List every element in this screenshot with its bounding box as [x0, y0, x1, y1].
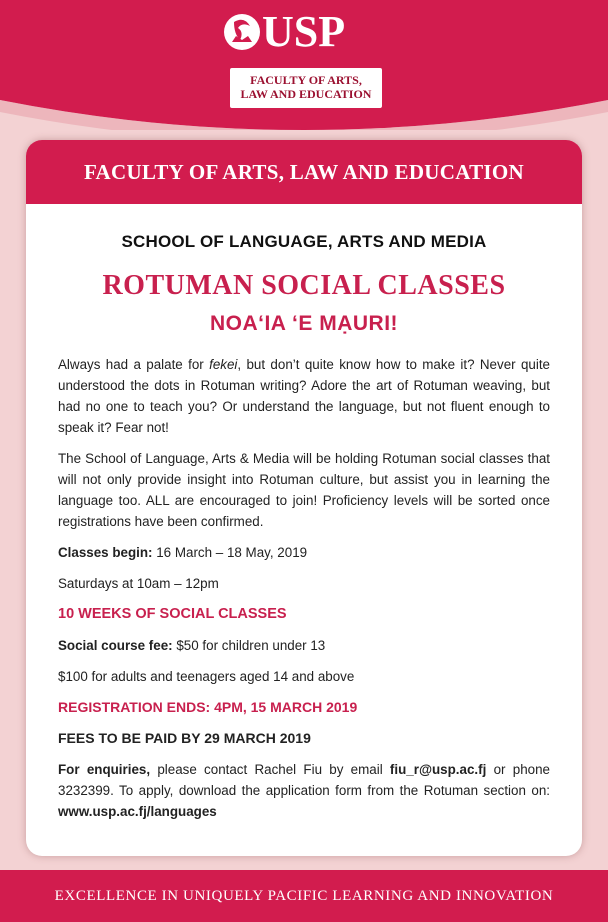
- intro-paragraph: [58, 354, 550, 438]
- logo-text: USP: [262, 7, 346, 56]
- content-card: [26, 140, 582, 856]
- enquiries-text-2: or phone 3232399. To apply, download the application form from the Rotuman section on:: [58, 762, 550, 798]
- logo-caption-line1: FACULTY OF ARTS,: [250, 73, 362, 87]
- contact-email-link[interactable]: fiu_r@usp.ac.fj: [389, 762, 487, 777]
- logo-caption-line2: LAW AND EDUCATION: [240, 87, 372, 101]
- page-subtitle: NOA‘IA ‘E MẠURI!: [209, 312, 399, 335]
- usp-emblem-icon: [222, 12, 262, 52]
- languages-url-link[interactable]: www.usp.ac.fj/languages: [58, 804, 217, 819]
- intro-italic: fekei: [209, 357, 238, 372]
- schedule: Saturdays at 10am – 12pm: [58, 576, 219, 591]
- classes-begin: [58, 542, 550, 563]
- course-fee: [58, 635, 550, 656]
- intro-text-rest: , but don’t quite know how to make it? Never quite understood the dots in Rotuman writing? Adore the art of Rotuman weaving, but had no one to teach you? Or understand the language, but not fluent enough to speak it? Fear not!: [58, 357, 550, 435]
- footer-banner: EXCELLENCE IN UNIQUELY PACIFIC LEARNING AND INNOVATION: [0, 870, 608, 922]
- description-paragraph: The School of Language, Arts & Media will be holding Rotuman social classes that will not only provide insight into Rotuman culture, but assist you in learning the language too. ALL are encouraged to join! Proficiency levels will be sorted once registrations have been confirmed.: [58, 451, 550, 529]
- card-heading: FACULTY OF ARTS, LAW AND EDUCATION: [26, 140, 582, 204]
- enquiries-label: For enquiries,: [58, 762, 151, 777]
- page-title: ROTUMAN SOCIAL CLASSES: [102, 270, 506, 301]
- body-text: [58, 354, 550, 832]
- classes-dates: 16 March – 18 May, 2019: [152, 545, 308, 560]
- registration-deadline: REGISTRATION ENDS: 4PM, 15 MARCH 2019: [58, 699, 358, 715]
- fee-children: $50 for children under 13: [172, 638, 326, 653]
- classes-label: Classes begin:: [58, 545, 153, 560]
- weeks-heading: 10 WEEKS OF SOCIAL CLASSES: [58, 606, 287, 622]
- school-name: SCHOOL OF LANGUAGE, ARTS AND MEDIA: [121, 232, 487, 251]
- logo-caption: [230, 68, 382, 108]
- header-banner: [0, 0, 608, 130]
- fee-label: Social course fee:: [58, 638, 173, 653]
- intro-text: Always had a palate for: [58, 357, 210, 372]
- enquiries-text: please contact Rachel Fiu by email: [150, 762, 390, 777]
- usp-logo: [222, 7, 390, 102]
- fee-adults: $100 for adults and teenagers aged 14 and above: [58, 669, 355, 684]
- enquiries-paragraph: [58, 759, 550, 822]
- fees-deadline: FEES TO BE PAID BY 29 MARCH 2019: [58, 730, 311, 746]
